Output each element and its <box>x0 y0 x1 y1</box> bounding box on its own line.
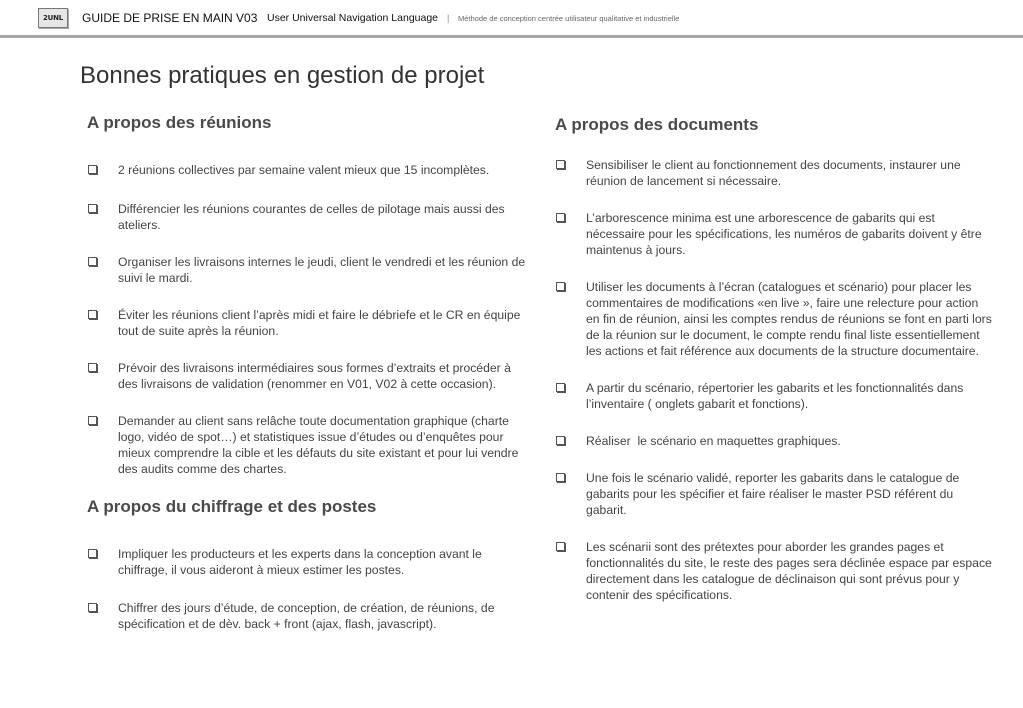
checkbox-bullet-icon <box>88 363 97 372</box>
list-item <box>87 254 527 286</box>
list-item-text: Chiffrer des jours d’étude, de conception, de création, de réunions, de spécification et de dèv. back + front (ajax, flash, javascript). <box>118 601 495 631</box>
checkbox-bullet-icon <box>556 436 565 445</box>
left-column <box>87 113 527 632</box>
header <box>0 0 1023 36</box>
logo: 2UNL <box>38 8 68 28</box>
list-reunions <box>87 162 527 477</box>
list-item <box>555 539 995 603</box>
checkbox-bullet-icon <box>556 542 565 551</box>
list-documents <box>555 157 995 603</box>
header-title: GUIDE DE PRISE EN MAIN V03 <box>82 11 258 25</box>
list-item <box>555 157 995 189</box>
list-item <box>555 433 995 449</box>
section-title-documents: A propos des documents <box>555 115 759 134</box>
right-column <box>555 115 995 603</box>
checkbox-bullet-icon <box>88 165 97 174</box>
list-item <box>555 279 995 359</box>
checkbox-bullet-icon <box>556 383 565 392</box>
list-item-text: Les scénarii sont des prétextes pour aborder les grandes pages et fonctionnalités du site, le reste des pages sera déclinée espace par espace directement dans les catalogue de déclinaison qui sont prévus pour y contenir des spécifications. <box>586 540 992 602</box>
list-item <box>87 546 527 578</box>
checkbox-bullet-icon <box>556 473 565 482</box>
list-item <box>87 360 527 392</box>
list-item-text: Sensibiliser le client au fonctionnement des documents, instaurer une réunion de lancement si nécessaire. <box>586 158 961 188</box>
section-title-reunions: A propos des réunions <box>87 113 272 132</box>
list-item-text: 2 réunions collectives par semaine valent mieux que 15 incomplètes. <box>118 163 490 177</box>
section-title-chiffrage: A propos du chiffrage et des postes <box>87 497 377 516</box>
list-item-text: Éviter les réunions client l’après midi et faire le débriefe et le CR en équipe tout de suite après la réunion. <box>118 308 521 338</box>
header-separator: | <box>447 13 450 23</box>
checkbox-bullet-icon <box>88 257 97 266</box>
list-item <box>87 307 527 339</box>
checkbox-bullet-icon <box>88 603 97 612</box>
list-item <box>555 470 995 518</box>
header-subtitle: User Universal Navigation Language <box>267 12 439 24</box>
list-item-text: A partir du scénario, répertorier les gabarits et les fonctionnalités dans l’inventaire ( onglets gabarit et fonctions). <box>586 381 964 411</box>
list-item <box>87 413 527 477</box>
list-item <box>87 600 527 632</box>
list-item-text: Prévoir des livraisons intermédiaires sous formes d’extraits et procéder à des livraisons de validation (renommer en V01, V02 à cette occasion). <box>118 361 511 391</box>
list-item-text: L’arborescence minima est une arborescence de gabarits qui est nécessaire pour les spécifications, les numéros de gabarits doivent y être maintenus à jours. <box>586 211 982 257</box>
list-item <box>555 380 995 412</box>
page-title: Bonnes pratiques en gestion de projet <box>80 62 485 89</box>
list-item-text: Réaliser le scénario en maquettes graphiques. <box>586 434 841 448</box>
list-item <box>555 210 995 258</box>
list-item-text: Une fois le scénario validé, reporter les gabarits dans le catalogue de gabarits pour les spécifier et faire réaliser le master PSD référent du gabarit. <box>586 471 960 517</box>
checkbox-bullet-icon <box>88 416 97 425</box>
list-item-text: Utiliser les documents à l’écran (catalogues et scénario) pour placer les commentaires de modifications «en live », faire une relecture pour action en fin de réunion, ainsi les comptes rendus de réunions se font en parti lors de la réunion sur le document, le compte rendu final liste essentiellement les actions et fait référence aux documents de la structure documentaire. <box>586 280 992 358</box>
list-item <box>87 162 527 178</box>
list-item-text: Demander au client sans relâche toute documentation graphique (charte logo, vidéo de spot…) et statistiques issue d’études ou d’enquêtes pour mieux comprendre la cible et les défauts du site existant et pour lui vendre des audits comme des chartes. <box>118 414 519 476</box>
checkbox-bullet-icon <box>88 310 97 319</box>
checkbox-bullet-icon <box>556 213 565 222</box>
list-chiffrage <box>87 546 527 632</box>
checkbox-bullet-icon <box>88 549 97 558</box>
header-description: Méthode de conception centrée utilisateur qualitative et industrielle <box>458 14 680 23</box>
list-item-text: Impliquer les producteurs et les experts dans la conception avant le chiffrage, il vous aideront à mieux estimer les postes. <box>118 547 482 577</box>
list-item-text: Différencier les réunions courantes de celles de pilotage mais aussi des ateliers. <box>118 202 505 232</box>
checkbox-bullet-icon <box>88 204 97 213</box>
checkbox-bullet-icon <box>556 282 565 291</box>
list-item-text: Organiser les livraisons internes le jeudi, client le vendredi et les réunion de suivi le mardi. <box>118 255 526 285</box>
header-divider <box>0 35 1023 38</box>
list-item <box>87 201 527 233</box>
checkbox-bullet-icon <box>556 160 565 169</box>
